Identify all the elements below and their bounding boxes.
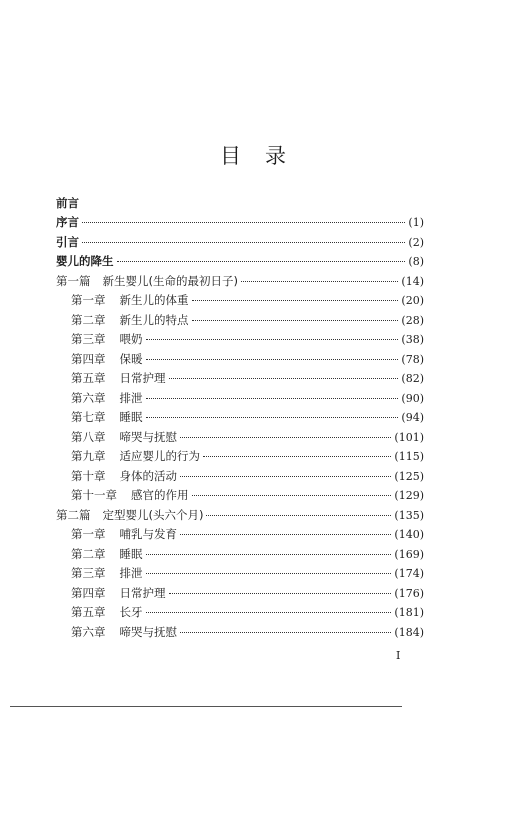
- toc-entry-label: 第二章: [71, 312, 106, 327]
- dot-leader: [82, 242, 405, 243]
- page-title: [0, 140, 506, 170]
- toc-entry: [56, 311, 424, 331]
- toc-entry: [56, 428, 424, 448]
- toc-entry-title: 定型婴儿(头六个月): [102, 507, 204, 522]
- toc-entry-page: (14): [401, 274, 424, 288]
- toc-entry-title: 适应婴儿的行为: [119, 449, 200, 463]
- dot-leader: [203, 456, 391, 457]
- toc-entry-label: 第三章: [71, 332, 106, 346]
- toc-entry: [56, 350, 424, 370]
- dot-leader: [146, 554, 392, 555]
- toc-entry: [56, 564, 424, 584]
- toc-entry: [56, 603, 424, 623]
- toc-entry: [56, 506, 424, 526]
- toc-entry-label: 第一章: [71, 527, 106, 541]
- dot-leader: [241, 281, 398, 282]
- title-char-1: 目: [220, 144, 241, 168]
- toc-entry-title: 排泄: [119, 566, 143, 580]
- toc-entry-title: 睡眠: [119, 410, 143, 424]
- toc-entry-page: (129): [394, 489, 424, 502]
- toc-entry-title: 新生儿的体重: [119, 293, 189, 307]
- toc-entry-page: (135): [394, 508, 424, 522]
- toc-entry-page: (2): [408, 235, 424, 249]
- toc-entry-title: 新生儿的特点: [119, 312, 189, 327]
- dot-leader: [192, 320, 399, 321]
- toc-entry-page: (101): [394, 430, 424, 444]
- toc-entry-title: 感官的作用: [131, 488, 189, 502]
- toc-entry-label: 第十章: [71, 468, 106, 483]
- toc-entry-label: 第六章: [71, 624, 106, 639]
- toc-entry-label: 第九章: [71, 449, 106, 463]
- toc-entry-title: 排泄: [119, 390, 143, 405]
- toc-entry-page: (169): [394, 547, 424, 561]
- dot-leader: [180, 632, 391, 633]
- toc-entry-title: 哺乳与发育: [119, 527, 177, 541]
- toc-entry-page: (94): [401, 411, 424, 424]
- toc-entry-label: 第四章: [71, 585, 106, 600]
- toc-entry: [56, 467, 424, 487]
- title-char-2: 录: [265, 144, 286, 168]
- toc-entry-title: 日常护理: [119, 371, 166, 385]
- toc-entry: [56, 525, 424, 545]
- dot-leader: [82, 222, 405, 223]
- toc-entry-label: 第五章: [71, 371, 106, 385]
- toc-entry: [56, 447, 424, 467]
- dot-leader: [192, 300, 399, 301]
- toc-entry-page: (8): [408, 255, 424, 268]
- toc-entry-title: 保暖: [119, 351, 143, 366]
- toc-entry-page: (174): [394, 567, 424, 580]
- dot-leader: [169, 593, 392, 594]
- toc-entry-label: 第七章: [71, 410, 106, 424]
- toc-entry-title: 长牙: [119, 605, 143, 619]
- toc-entry: [56, 369, 424, 389]
- toc-entry-label: 第十一章: [71, 488, 117, 502]
- toc-entry-page: (1): [408, 216, 424, 229]
- toc-entry-label: 第三章: [71, 566, 106, 580]
- toc-entry: [56, 233, 424, 253]
- toc-entry: [56, 486, 424, 506]
- dot-leader: [180, 437, 391, 438]
- dot-leader: [146, 359, 399, 360]
- dot-leader: [146, 398, 399, 399]
- toc-entry-title: 啼哭与抚慰: [119, 624, 177, 639]
- toc-entry: [56, 213, 424, 233]
- toc-entry-title: 婴儿的降生: [56, 254, 114, 268]
- table-of-contents: [56, 193, 424, 642]
- dot-leader: [146, 339, 399, 340]
- toc-entry-page: (184): [394, 625, 424, 639]
- toc-entry-page: (181): [394, 606, 424, 619]
- toc-entry-title: 啼哭与抚慰: [119, 429, 177, 444]
- bottom-rule: [10, 706, 402, 707]
- dot-leader: [146, 573, 392, 574]
- toc-entry: [56, 623, 424, 643]
- toc-entry: [56, 389, 424, 409]
- toc-entries: [56, 213, 424, 642]
- toc-entry: [56, 545, 424, 565]
- toc-entry-title: 身体的活动: [119, 468, 177, 483]
- dot-leader: [180, 534, 391, 535]
- toc-entry-label: 第二章: [71, 546, 106, 561]
- toc-entry: [56, 584, 424, 604]
- toc-entry-page: (176): [394, 586, 424, 600]
- dot-leader: [146, 417, 399, 418]
- toc-entry-label: 第八章: [71, 429, 106, 444]
- toc-entry-title: 引言: [56, 234, 79, 249]
- toc-entry-label: 第五章: [71, 605, 106, 619]
- dot-leader: [206, 515, 391, 516]
- toc-entry: [56, 291, 424, 311]
- toc-entry-page: (115): [394, 450, 424, 463]
- toc-entry-title: 日常护理: [119, 585, 166, 600]
- dot-leader: [117, 261, 406, 262]
- toc-entry-page: (140): [394, 528, 424, 541]
- toc-entry-label: 第一章: [71, 293, 106, 307]
- toc-entry: [56, 330, 424, 350]
- toc-entry: [56, 272, 424, 292]
- toc-entry-page: (90): [401, 391, 424, 405]
- page-number: I: [396, 649, 401, 662]
- toc-entry-label: 第二篇: [56, 507, 91, 522]
- toc-entry-page: (38): [401, 333, 424, 346]
- preface-heading: 前言: [56, 196, 79, 210]
- toc-entry-label: 第六章: [71, 390, 106, 405]
- toc-entry-label: 第一篇: [56, 273, 91, 288]
- toc-entry: [56, 408, 424, 428]
- dot-leader: [180, 476, 391, 477]
- toc-entry-page: (20): [401, 294, 424, 307]
- toc-entry-label: 第四章: [71, 351, 106, 366]
- toc-entry-page: (78): [401, 352, 424, 366]
- toc-entry-page: (28): [401, 313, 424, 327]
- dot-leader: [192, 495, 392, 496]
- toc-entry-title: 新生婴儿(生命的最初日子): [102, 273, 238, 288]
- toc-entry-title: 序言: [56, 215, 79, 229]
- dot-leader: [146, 612, 392, 613]
- dot-leader: [169, 378, 399, 379]
- toc-entry-page: (125): [394, 469, 424, 483]
- toc-entry-title: 喂奶: [119, 332, 143, 346]
- toc-entry-page: (82): [401, 372, 424, 385]
- toc-entry-title: 睡眠: [119, 546, 143, 561]
- toc-entry: [56, 252, 424, 272]
